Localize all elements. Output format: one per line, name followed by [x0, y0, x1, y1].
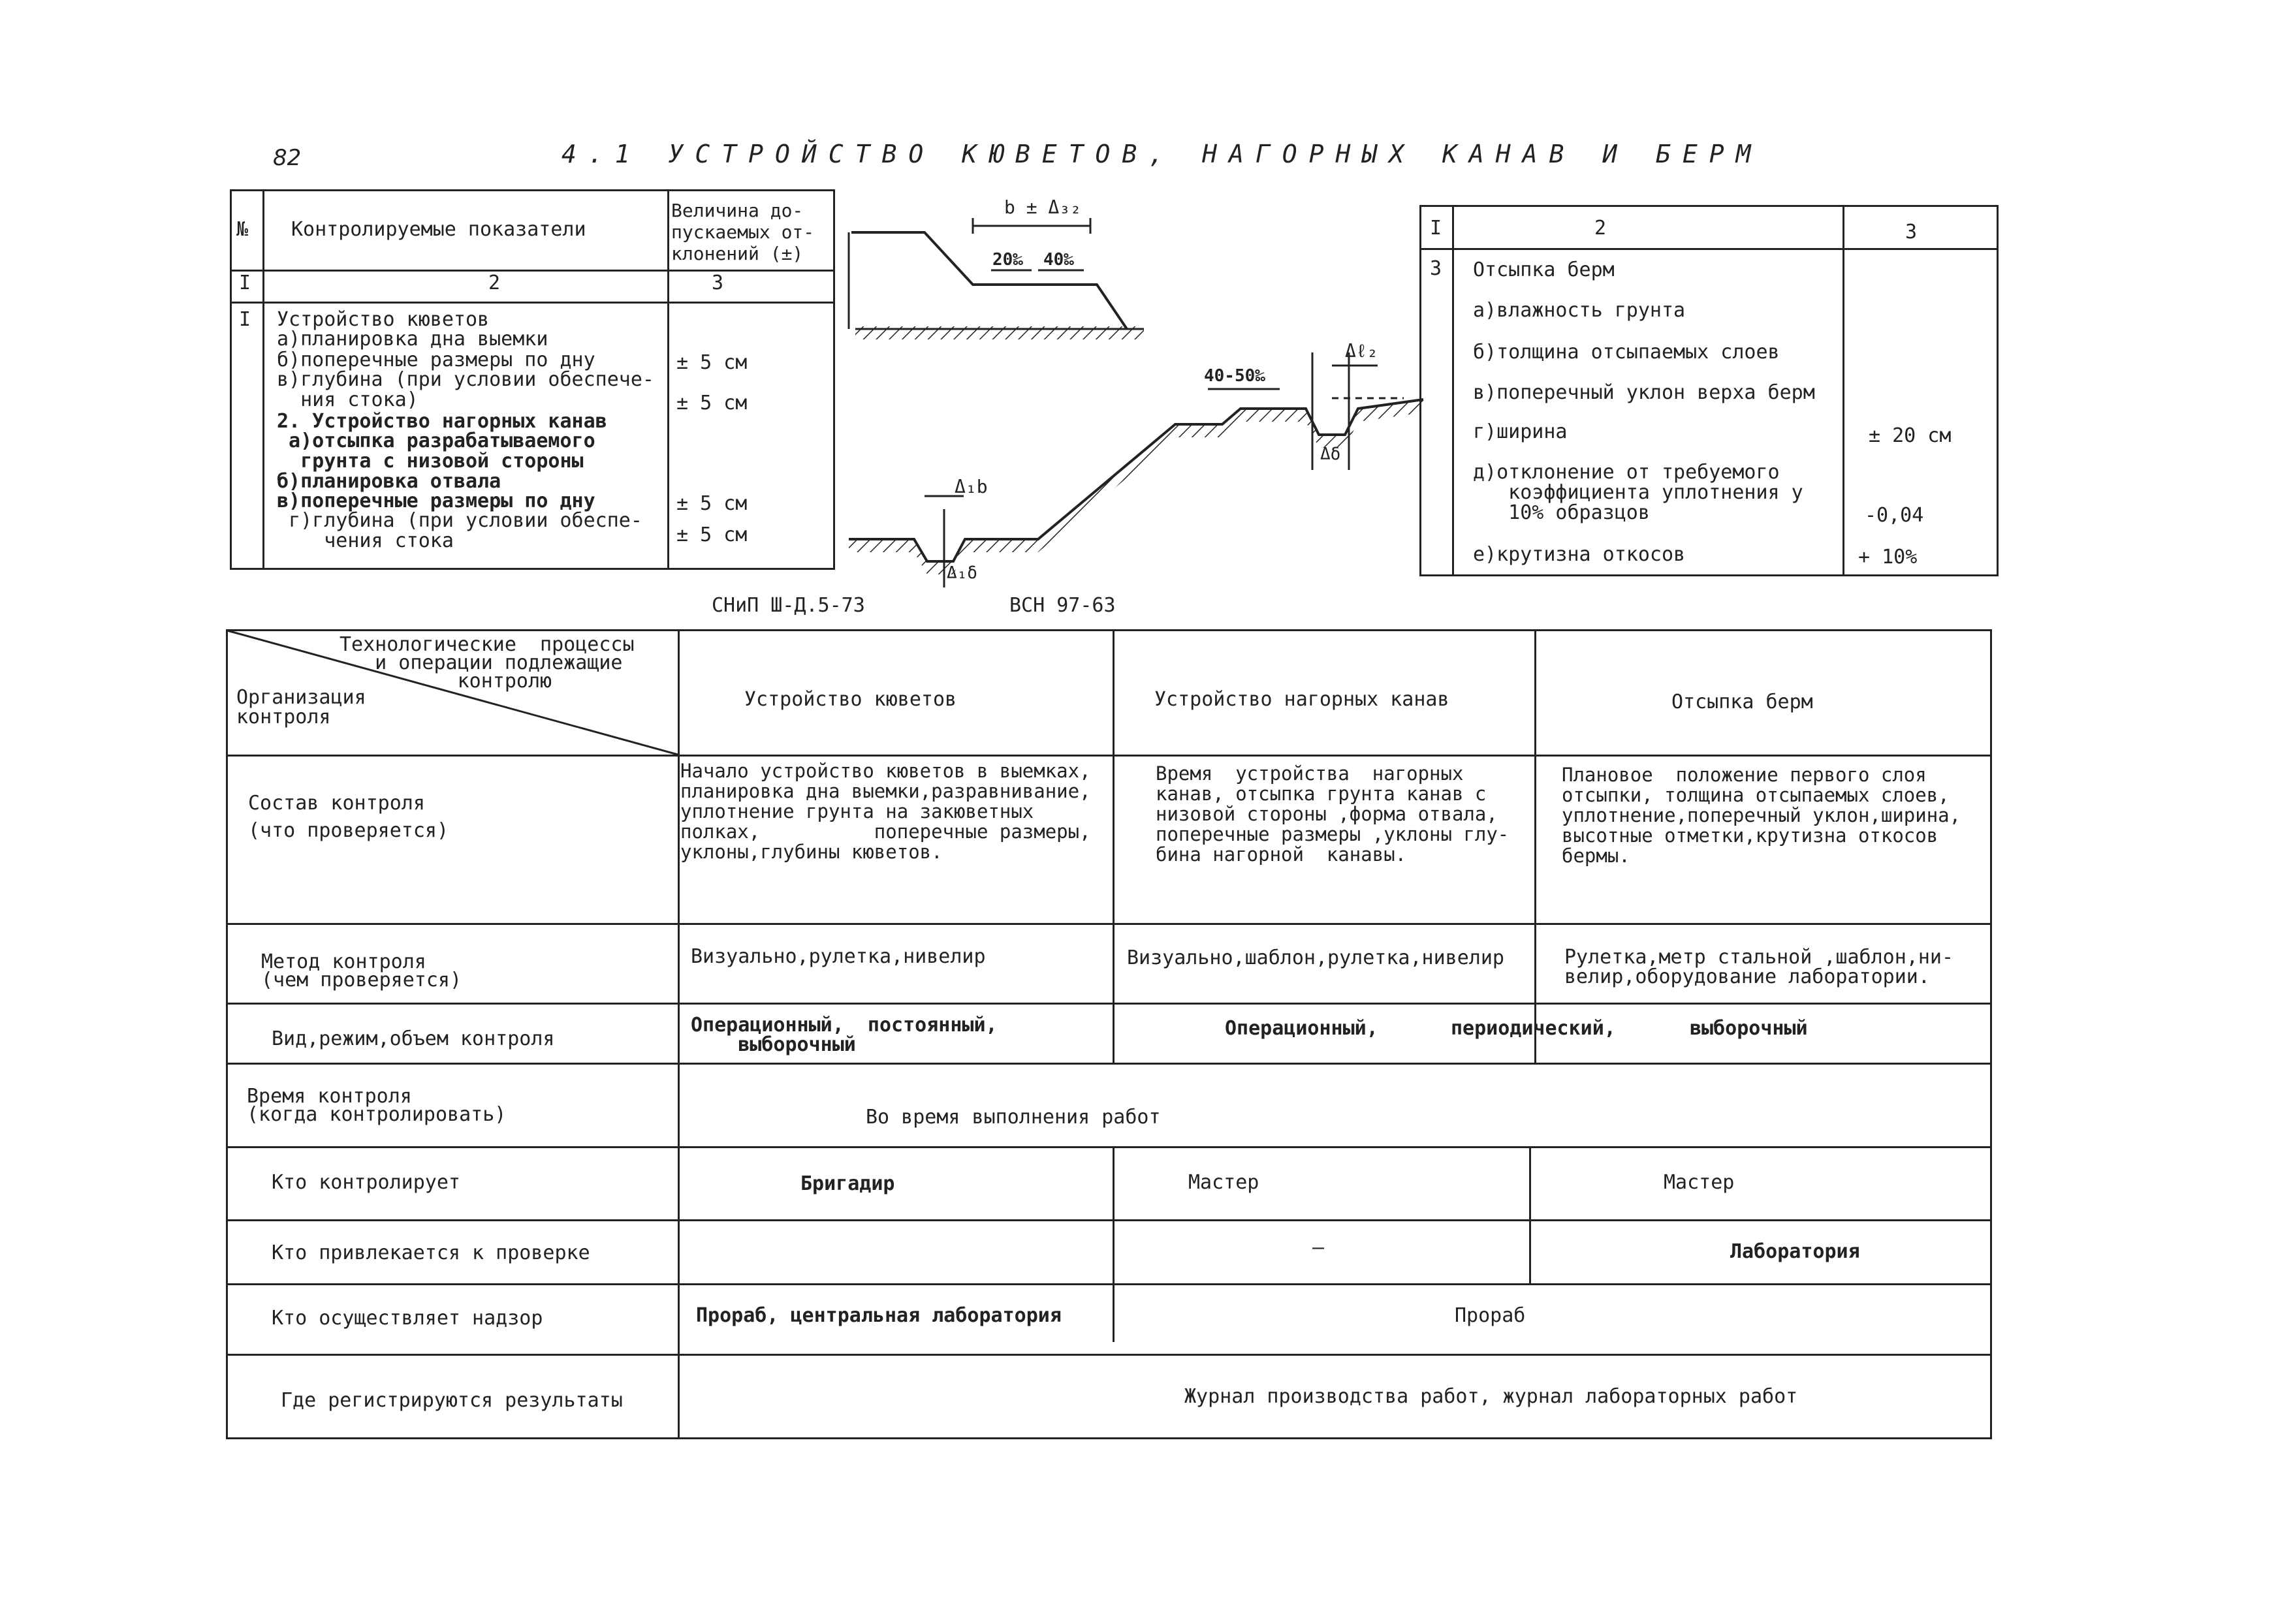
- col-header-indicators: Контролируемые показатели: [291, 218, 586, 241]
- table-cell: Операционный,: [1225, 1017, 1378, 1040]
- corner-header-organization: Организация контроля: [236, 686, 366, 728]
- list-item: г)ширина: [1473, 420, 1568, 443]
- table-cell: Прораб: [1455, 1304, 1526, 1327]
- col-header-berms: Отсыпка берм: [1671, 691, 1813, 713]
- tolerance-value: ± 5 см: [676, 351, 748, 374]
- col-number-1: I: [1430, 217, 1442, 240]
- row-label-time: Время контроля (когда контролировать): [247, 1085, 507, 1126]
- list-item: Устройство кюветов: [277, 308, 490, 331]
- table-cell: Визуально,рулетка,нивелир: [691, 945, 986, 968]
- row-label-involved: Кто привлекается к проверке: [272, 1241, 590, 1264]
- label-delta-1d: Δ₁δ: [947, 563, 977, 583]
- col-number-2: 2: [488, 272, 501, 294]
- table-cell: Плановое положение первого слоя отсыпки, толщина отсыпаемых слоев, уплотнение,поперечный уклон,ширина, высотные отметки,крутизна откосов бермы.: [1562, 764, 1961, 867]
- table-cell: —: [1312, 1236, 1325, 1259]
- col-number-2: 2: [1594, 217, 1607, 240]
- list-item: а)планировка дна выемки: [277, 328, 548, 351]
- list-item: б)поперечные размеры по дну: [277, 349, 595, 371]
- table-cell: Рулетка,метр стальной ,шаблон,ни- велир,оборудование лаборатории.: [1564, 946, 1954, 988]
- tolerance-value: + 10%: [1858, 546, 1918, 569]
- list-item: б)планировка отвала: [277, 470, 501, 493]
- label-delta-d: Δδ: [1320, 445, 1341, 464]
- list-item: г)глубина (при условии обеспе- чения стока: [289, 509, 642, 552]
- label-slope-right: 40‰: [1043, 250, 1074, 270]
- col-header-upland-channels: Устройство нагорных канав: [1154, 688, 1449, 711]
- label-slope-top: 40-50‰: [1204, 366, 1265, 386]
- row-label-type: Вид,режим,объем контроля: [272, 1027, 555, 1050]
- list-item: в)глубина (при условии обеспече- ния стока): [277, 368, 654, 411]
- tolerance-value: ± 5 см: [676, 392, 748, 414]
- table-cell: Начало устройство кюветов в выемках, планировка дна выемки,разравнивание, уплотнение грунта на закюветных полках, поперечные размеры, уклоны,глубины кюветов.: [680, 760, 1091, 863]
- table-cell: Бригадир: [800, 1172, 895, 1195]
- label-b-dimension: b ± Δ₃₂: [1004, 196, 1082, 218]
- table-cell: периодический,: [1451, 1017, 1616, 1040]
- col-header-number: №: [236, 218, 249, 241]
- col-number-3: 3: [1905, 221, 1918, 243]
- row-label-scope: Состав контроля (что проверяется): [248, 792, 449, 842]
- list-item: е)крутизна откосов: [1473, 543, 1686, 566]
- source-vsn: ВСН 97-63: [1009, 594, 1116, 617]
- col-number-3: 3: [712, 272, 724, 294]
- list-item: а)влажность грунта: [1473, 299, 1686, 322]
- page-number: 82: [273, 145, 302, 171]
- row-label-records: Где регистрируются результаты: [281, 1389, 623, 1412]
- table-cell: выборочный: [1690, 1017, 1808, 1040]
- source-snip: СНиП Ш-Д.5-73: [712, 594, 865, 617]
- list-item: в)поперечные размеры по дну: [277, 490, 595, 512]
- table-cell: Во время выполнения работ: [866, 1106, 1161, 1129]
- row-number: 3: [1430, 257, 1442, 280]
- table-cell: Мастер: [1188, 1171, 1259, 1194]
- col-number-1: I: [239, 272, 251, 294]
- row-label-supervision: Кто осуществляет надзор: [272, 1307, 543, 1330]
- list-item: б)толщина отсыпаемых слоев: [1473, 341, 1780, 364]
- list-item: Отсыпка берм: [1473, 258, 1615, 281]
- section-title: 4.1 УСТРОЙСТВО КЮВЕТОВ, НАГОРНЫХ КАНАВ И БЕРМ: [561, 140, 1763, 168]
- table-cell: Мастер: [1664, 1171, 1735, 1194]
- col-header-tolerance: Величина до- пускаемых от- клонений (±): [671, 200, 815, 264]
- table-cell: Лаборатория: [1730, 1240, 1860, 1263]
- label-delta-l2: Δℓ₂: [1345, 340, 1378, 362]
- corner-header-processes: Технологические процессы и операции подлежащие контролю: [340, 633, 635, 693]
- tolerance-value: ± 5 см: [676, 492, 748, 515]
- tolerance-value: ± 20 см: [1869, 424, 1952, 447]
- table-cell: Прораб, центральная лаборатория: [696, 1304, 1062, 1327]
- row-number: I: [239, 308, 251, 331]
- tolerance-value: ± 5 см: [676, 523, 748, 546]
- label-slope-left: 20‰: [992, 250, 1023, 270]
- label-delta-1b: Δ₁b: [955, 476, 988, 497]
- table-cell: Журнал производства работ, журнал лабораторных работ: [1184, 1385, 1798, 1408]
- table-cell: Визуально,шаблон,рулетка,нивелир: [1127, 946, 1504, 969]
- row-label-controller: Кто контролирует: [272, 1171, 460, 1194]
- list-item: а)отсыпка разрабатываемого грунта с низовой стороны: [289, 429, 595, 473]
- list-item: 2. Устройство нагорных канав: [277, 410, 607, 433]
- list-item: в)поперечный уклон верха берм: [1473, 381, 1815, 404]
- col-header-ditches: Устройство кюветов: [744, 688, 957, 711]
- row-label-method: Метод контроля (чем проверяется): [261, 950, 462, 992]
- table-cell: Операционный, постоянный, выборочный: [691, 1014, 998, 1056]
- tolerance-value: -0,04: [1865, 504, 1924, 527]
- table-cell: Время устройства нагорных канав, отсыпка грунта канав с низовой стороны ,форма отвала, поперечные размеры ,уклоны глу- бина нагорной канавы.: [1156, 762, 1510, 866]
- list-item: д)отклонение от требуемого коэффициента уплотнения у 10% образцов: [1473, 461, 1803, 524]
